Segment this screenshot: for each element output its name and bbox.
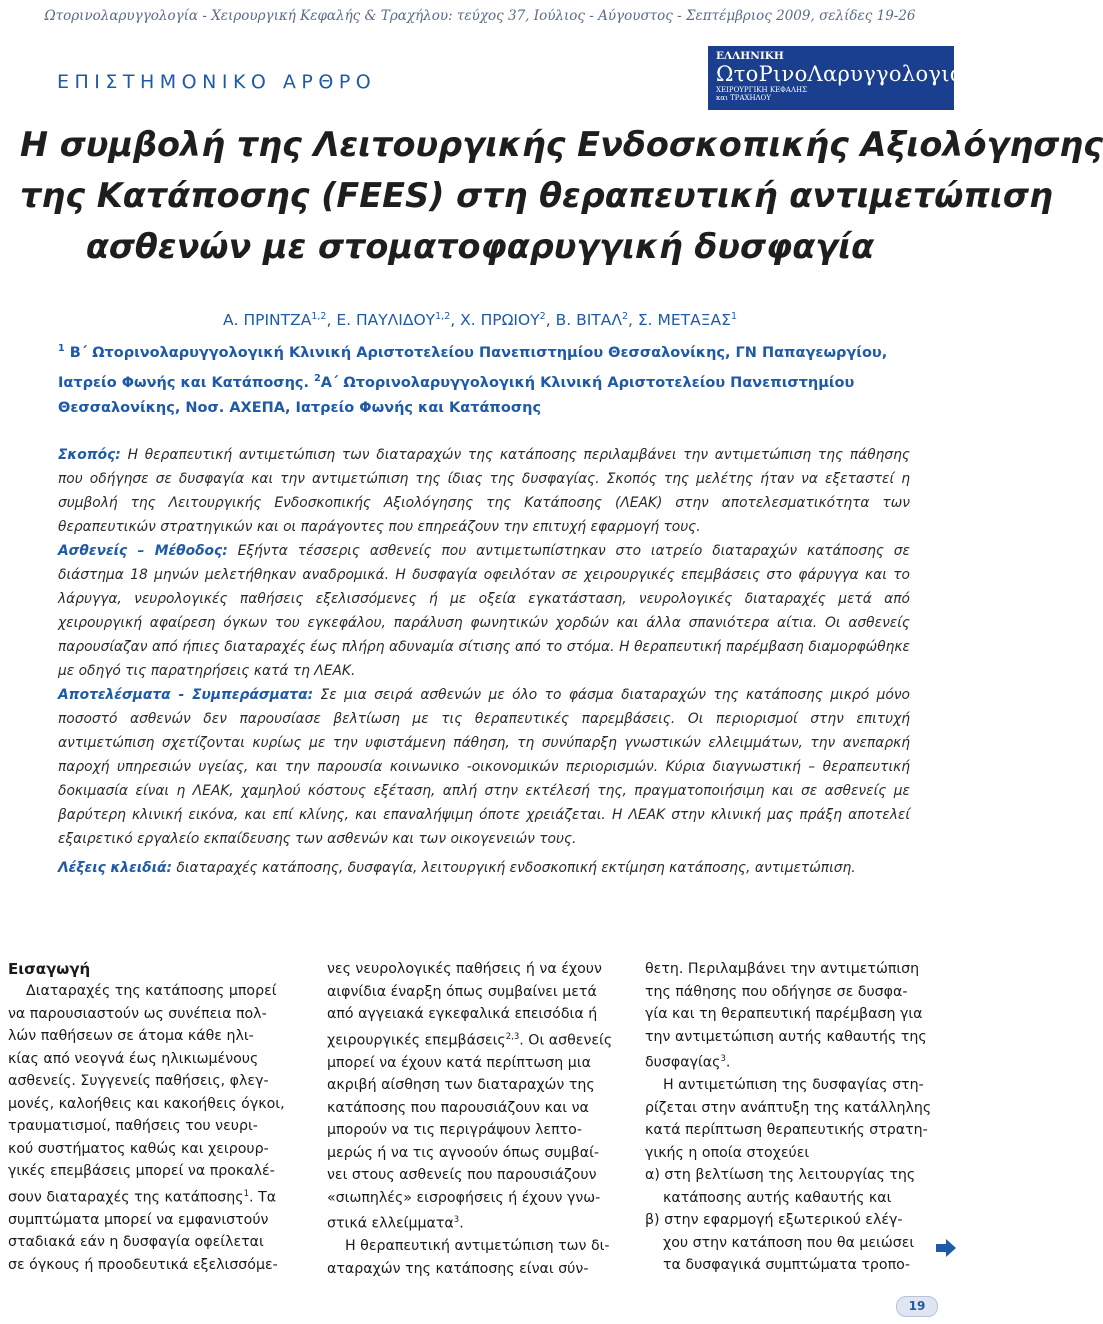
text-line-content: . Οι ασθενείς: [519, 1032, 613, 1049]
text-line: [327, 1052, 619, 1075]
text-line: [327, 1235, 619, 1258]
text-line-content: μπορεί να έχουν κατά περίπτωση μια: [327, 1054, 591, 1071]
text-line-content: μερώς ή να τις αγνοούν όπως συμβαί-: [327, 1144, 600, 1161]
text-line-content: την αντιμετώπιση αυτής καθαυτής της: [645, 1028, 927, 1045]
affiliation-marker: 1: [58, 343, 65, 354]
abstract: [58, 443, 910, 851]
text-line: [8, 1231, 300, 1254]
text-line: [327, 1097, 619, 1120]
title-line: ασθενών με στοματοφαρυγγική δυσφαγία: [85, 227, 875, 266]
text-line: [327, 1074, 619, 1097]
text-line: [327, 1209, 619, 1235]
text-line: [645, 1254, 937, 1277]
text-line: [645, 1209, 937, 1232]
text-line-content: δυσφαγίας: [645, 1054, 721, 1071]
text-line-content: μονές, καλοήθεις και κακοήθεις όγκοι,: [8, 1095, 285, 1112]
text-line-content: κατάποσης που παρουσιάζουν και να: [327, 1099, 589, 1116]
reference-marker: 3: [720, 1054, 726, 1064]
text-line-content: της πάθησης που οδήγησε σε δυσφα-: [645, 983, 908, 1000]
text-line-content: .: [725, 1054, 731, 1071]
section-label: ΕΠΙΣΤΗΜΟΝΙΚΟ ΑΡΘΡΟ: [57, 71, 377, 93]
text-line-content: νες νευρολογικές παθήσεις ή να έχουν: [327, 961, 602, 977]
text-line-content: χου στην κατάποση που θα μειώσει: [663, 1234, 915, 1251]
text-line-content: α) στη βελτίωση της λειτουργίας της: [645, 1167, 916, 1184]
author-affiliation-marker: 2: [539, 311, 546, 322]
text-line-content: αταραχών της κατάποσης είναι σύν-: [327, 1260, 589, 1277]
reference-marker: 2,3: [505, 1031, 520, 1042]
text-line-content: γικής η οποία στοχεύει: [645, 1144, 810, 1161]
abstract-methods-label: Ασθενείς – Μέθοδος:: [58, 543, 228, 559]
text-line-content: τραυματισμοί, παθήσεις του νευρι-: [8, 1118, 258, 1134]
text-line: [8, 1254, 300, 1277]
text-line-content: συμπτώματα μπορεί να εμφανιστούν: [8, 1211, 269, 1228]
text-line: [327, 1164, 619, 1187]
text-line-content: «σιωπηλές» εισροφήσεις ή έχουν γνω-: [327, 1189, 601, 1206]
text-line-content: κατά περίπτωση θεραπευτικής στρατη-: [645, 1122, 928, 1139]
text-line-content: νει στους ασθενείς που παρουσιάζουν: [327, 1167, 597, 1184]
text-line-content: γία και τη θεραπευτική παρέμβαση για: [645, 1006, 923, 1022]
text-line: [8, 1048, 300, 1071]
text-line: [645, 981, 937, 1004]
text-line: [8, 1025, 300, 1048]
text-line-content: τα δυσφαγικά συμπτώματα τροπο-: [663, 1257, 910, 1274]
author-list: [0, 311, 960, 329]
running-header: Ωτορινολαρυγγολογία - Χειρουργική Κεφαλής & Τραχήλου: τεύχος 37, Ιούλιος - Αύγουστος - Σεπτέμβριος 2009, σελίδες 19-26: [44, 8, 916, 24]
logo-sub-text-2: και ΤΡΑΧΗΛΟΥ: [716, 94, 772, 102]
text-line-content: Διαταραχές της κατάποσης μπορεί: [26, 983, 277, 999]
text-line: [645, 1048, 937, 1074]
text-line: [327, 1003, 619, 1026]
affiliation-marker: 2: [314, 372, 321, 384]
text-line-content: σταδιακά εάν η δυσφαγία οφείλεται: [8, 1234, 264, 1251]
article-title: [20, 119, 1103, 272]
author-affiliation-marker: 1: [730, 311, 737, 322]
title-line: Η συμβολή της Λειτουργικής Ενδοσκοπικής Αξιολόγησης: [20, 125, 1103, 164]
text-line-content: .: [459, 1215, 464, 1232]
text-line: [327, 958, 619, 981]
text-line-content: β) στην εφαρμογή εξωτερικού ελέγ-: [645, 1212, 903, 1229]
text-line: [8, 1093, 300, 1116]
author-affiliation-marker: 1,2: [435, 311, 451, 322]
text-line-content: σε όγκους ή προοδευτικά εξελισσόμε-: [8, 1256, 278, 1273]
reference-marker: 1: [243, 1188, 250, 1199]
text-line: [327, 1142, 619, 1165]
text-line: [645, 1119, 937, 1142]
text-line: [327, 981, 619, 1004]
text-line: [8, 1160, 300, 1183]
text-line: [327, 1119, 619, 1142]
text-line: [645, 1026, 937, 1049]
author-separator: ,: [326, 311, 337, 330]
next-arrow-icon: [936, 1239, 956, 1257]
logo-top-text: ΕΛΛΗΝΙΚΗ: [716, 50, 784, 62]
author-name: Α. ΠΡΙΝΤΖΑ: [223, 311, 312, 330]
page-number: 19: [896, 1296, 938, 1317]
text-line-content: ρίζεται στην ανάπτυξη της κατάλληλης: [645, 1099, 932, 1116]
text-line: [8, 980, 300, 1003]
text-line: [645, 1003, 937, 1026]
author-separator: ,: [545, 311, 556, 330]
text-line-content: στικά ελλείμματα: [327, 1215, 454, 1232]
author-separator: ,: [450, 311, 461, 330]
text-line-content: κίας από νεογνά έως ηλικιωμένους: [8, 1050, 259, 1067]
text-line: [645, 958, 937, 981]
text-line-content: χειρουργικές επεμβάσεις: [327, 1032, 506, 1049]
body-column-2: [327, 958, 619, 1280]
text-line: [8, 1138, 300, 1161]
keywords-label: Λέξεις κλειδιά:: [58, 860, 172, 876]
text-line-content: . Τα: [249, 1189, 277, 1206]
affiliation-line: Θεσσαλονίκης, Νοσ. ΑΧΕΠΑ, Ιατρείο Φωνής και Κατάποσης: [58, 399, 542, 416]
text-line: [645, 1097, 937, 1120]
text-line: [645, 1164, 937, 1187]
abstract-methods-text: Εξήντα τέσσερις ασθενείς που αντιμετωπίστηκαν στο ιατρείο διαταραχών κατάποσης σε διάστημα 18 μηνών μελετήθηκαν αναδρομικά. Η δυσφαγία οφειλόταν σε χειρουργικές επεμβάσεις στο φάρυγγα και το λάρυγγα, νευρολογικές παθήσεις εξελισσόμενες ή με οξεία εγκατάσταση, νευρολογικές διαταραχές μετά από χειρουργική αφαίρεση όγκων του εγκεφάλου, παράλυση φωνητικών χορδών και άλλα σπανιότερα αίτια. Οι ασθενείς παρουσίαζαν από ήπιες διαταραχές έως πλήρη αδυναμία σίτισης από το στόμα. Η θεραπευτική παρέμβαση διαμορφώθηκε με οδηγό τις παρατηρήσεις κατά τη ΛΕΑΚ.: [58, 543, 911, 679]
text-line: [645, 1142, 937, 1165]
text-line-content: κού συστήματος καθώς και χειρουρ-: [8, 1140, 269, 1157]
text-line: [645, 1187, 937, 1210]
text-line-content: από αγγειακά εγκεφαλικά επεισόδια ή: [327, 1006, 598, 1022]
text-line-content: σουν διαταραχές της κατάποσης: [8, 1189, 244, 1206]
affiliation-line: Β΄ Ωτορινολαρυγγολογική Κλινική Αριστοτελείου Πανεπιστημίου Θεσσαλονίκης, ΓΝ Παπαγεωργίου,: [69, 344, 888, 361]
abstract-aim: [58, 443, 910, 539]
abstract-aim-text: Η θεραπευτική αντιμετώπιση των διαταραχών της κατάποσης περιλαμβάνει την αντιμετώπιση της πάθησης που οδήγησε σε δυσφαγία και την αντιμετώπιση της ίδιας της δυσφαγίας. Σκοπός της μελέτης ήταν να εξεταστεί η συμβολή της Λειτουργικής Ενδοσκοπικής Αξιολόγησης της Κατάποσης (ΛΕΑΚ) στην αποτελεσματικότητα των θεραπευτικών στρατηγικών και οι παράγοντες που επηρεάζουν την επιτυχή εφαρμογή τους.: [58, 447, 910, 535]
text-line-content: Η θεραπευτική αντιμετώπιση των δι-: [345, 1238, 610, 1255]
text-line-content: ακριβή αίσθηση των διαταραχών της: [327, 1077, 595, 1094]
logo-sub-text-1: ΧΕΙΡΟΥΡΓΙΚΗ ΚΕΦΑΛΗΣ: [716, 86, 808, 94]
text-line: [645, 1232, 937, 1255]
journal-logo: [708, 46, 965, 110]
author-name: Χ. ΠΡΩΙΟΥ: [460, 311, 540, 330]
author-name: Β. ΒΙΤΑΛ: [555, 311, 622, 330]
text-line-content: γικές επεμβάσεις μπορεί να προκαλέ-: [8, 1163, 275, 1179]
text-line-content: να παρουσιαστούν ως συνέπεια πολ-: [8, 1005, 267, 1022]
body-column-3: [645, 958, 937, 1277]
text-line-content: αιφνίδια έναρξη όπως συμβαίνει μετά: [327, 983, 597, 1000]
text-line-content: μπορούν να τις περιγράψουν λεπτο-: [327, 1122, 582, 1139]
affiliation-line: Ιατρείο Φωνής και Κατάποσης.: [58, 374, 315, 391]
text-line-content: λών παθήσεων σε άτομα κάθε ηλι-: [8, 1028, 254, 1044]
text-line: [8, 1183, 300, 1209]
title-line: της Κατάποσης (FEES) στη θεραπευτική αντιμετώπιση: [20, 176, 1053, 215]
affiliation-line: Α΄ Ωτορινολαρυγγολογική Κλινική Αριστοτελείου Πανεπιστημίου: [320, 374, 855, 391]
text-line: [8, 1003, 300, 1026]
abstract-methods: [58, 539, 910, 683]
affiliations: [58, 336, 958, 421]
text-line: [327, 1258, 619, 1281]
logo-main-text: ΩτοΡινοΛαρυγγολογια: [716, 62, 965, 86]
keywords-text: διαταραχές κατάποσης, δυσφαγία, λειτουργική ενδοσκοπική εκτίμηση κατάποσης, αντιμετώπιση.: [176, 860, 856, 876]
text-line: [327, 1026, 619, 1052]
text-line: [327, 1187, 619, 1210]
text-line: [8, 1115, 300, 1138]
text-line-content: θετη. Περιλαμβάνει την αντιμετώπιση: [645, 961, 920, 977]
text-line-content: κατάποσης αυτής καθαυτής και: [663, 1189, 892, 1206]
author-name: Σ. ΜΕΤΑΞΑΣ: [637, 311, 731, 330]
text-line-content: Η αντιμετώπιση της δυσφαγίας στη-: [663, 1077, 924, 1094]
text-line: [8, 1070, 300, 1093]
author-separator: ,: [628, 311, 638, 330]
text-line: [645, 1074, 937, 1097]
abstract-results-label: Αποτελέσματα - Συμπεράσματα:: [58, 687, 314, 703]
keywords: [58, 860, 938, 876]
body-column-1: [8, 958, 300, 1276]
abstract-results-text: Σε μια σειρά ασθενών με όλο το φάσμα διαταραχών της κατάποσης μικρό μόνο ποσοστό ασθενών δεν παρουσίασε βελτίωση με τις θεραπευτικές παρεμβάσεις. Οι περιορισμοί στην επιτυχή αντιμετώπιση σχετίζονται κυρίως με την υφιστάμενη πάθηση, τη συνύπαρξη γνωστικών ελλειμμάτων, την ανεπαρκή παροχή υπηρεσιών υγείας, και την παρουσία κοινωνικο -οικονομικών περιορισμών. Κύρια διαγνωστική – θεραπευτική δοκιμασία είναι η ΛΕΑΚ, χαμηλού κόστους εξέταση, απλή στην εκτέλεσή της, πραγματοποιήσιμη και σε ασθενείς με βαρύτερη κλινική εικόνα, και επί κλίνης, και επαναλήψιμη όποτε χρειάζεται. Η ΛΕΑΚ στην κλινική μας πράξη αποτελεί εξαιρετικό εργαλείο εκπαίδευσης των ασθενών και των οικογενειών τους.: [58, 687, 910, 847]
section-heading-introduction: Εισαγωγή: [8, 960, 91, 978]
text-line: [8, 1209, 300, 1232]
author-name: Ε. ΠΑΥΛΙΔΟΥ: [336, 311, 436, 330]
abstract-results: [58, 683, 910, 851]
reference-marker: 3: [453, 1215, 460, 1226]
author-affiliation-marker: 2: [621, 311, 628, 322]
author-affiliation-marker: 1,2: [311, 311, 327, 322]
text-line-content: ασθενείς. Συγγενείς παθήσεις, φλεγ-: [8, 1073, 269, 1089]
abstract-aim-label: Σκοπός:: [58, 447, 121, 463]
